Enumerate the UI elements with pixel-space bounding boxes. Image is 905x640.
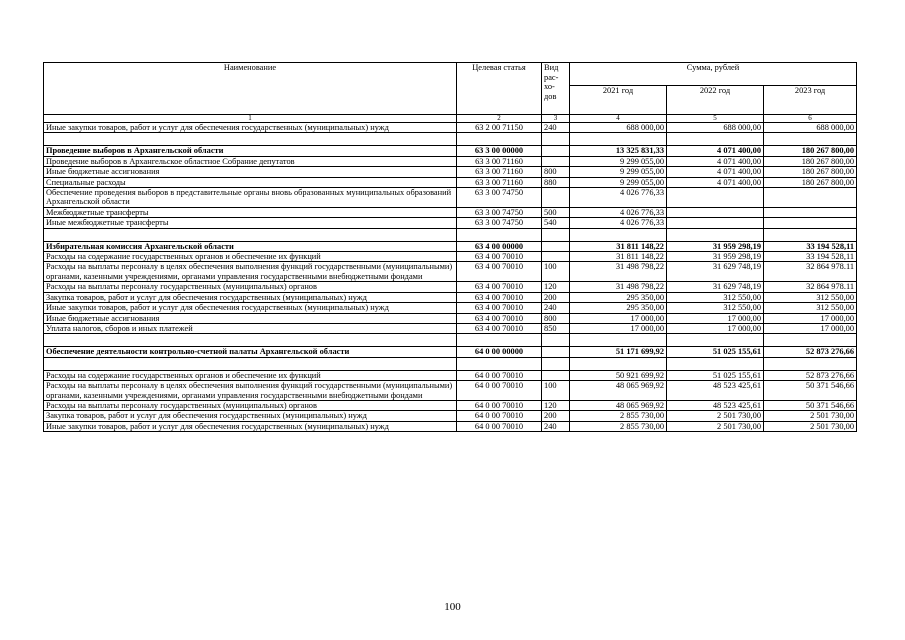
page-number: 100 (444, 601, 461, 613)
row-amount-2022: 688 000,00 (667, 123, 764, 133)
row-name: Иные закупки товаров, работ и услуг для обеспечения государственных (муниципальных) нужд (44, 303, 457, 313)
empty-cell (457, 133, 542, 146)
row-amount-2021: 295 350,00 (570, 292, 667, 302)
row-amount-2023: 32 864 978.11 (764, 282, 857, 292)
table-body (44, 123, 857, 432)
empty-cell (457, 228, 542, 241)
row-amount-2021: 31 811 148,22 (570, 252, 667, 262)
row-amount-2023: 50 371 546,66 (764, 400, 857, 410)
row-target-code: 63 4 00 70010 (457, 303, 542, 313)
empty-cell (764, 133, 857, 146)
row-name: Иные бюджетные ассигнования (44, 313, 457, 323)
row-target-code: 64 0 00 70010 (457, 400, 542, 410)
table-row (44, 292, 857, 302)
table-row (44, 207, 857, 217)
table-row (44, 123, 857, 133)
empty-cell (44, 357, 457, 370)
row-amount-2022 (667, 218, 764, 228)
spacer-row (44, 228, 857, 241)
row-expense-kind: 240 (542, 123, 570, 133)
table-row (44, 411, 857, 421)
table-row (44, 303, 857, 313)
row-expense-kind: 120 (542, 400, 570, 410)
row-amount-2021: 9 299 055,00 (570, 167, 667, 177)
row-name: Закупка товаров, работ и услуг для обеспечения государственных (муниципальных) нужд (44, 411, 457, 421)
row-amount-2022: 17 000,00 (667, 313, 764, 323)
table-row (44, 370, 857, 380)
row-name: Уплата налогов, сборов и иных платежей (44, 323, 457, 333)
row-amount-2023: 32 864 978.11 (764, 262, 857, 282)
row-amount-2023: 33 194 528,11 (764, 252, 857, 262)
row-amount-2022: 48 523 425,61 (667, 381, 764, 401)
row-amount-2023: 52 873 276,66 (764, 347, 857, 357)
row-amount-2022 (667, 207, 764, 217)
row-amount-2021: 50 921 699,92 (570, 370, 667, 380)
header-year-2023: 2023 год (764, 86, 857, 115)
empty-cell (570, 133, 667, 146)
row-name: Обеспечение проведения выборов в представительные органы вновь образованных муниципальных образований Архангельской области (44, 188, 457, 208)
row-amount-2023: 17 000,00 (764, 323, 857, 333)
row-target-code: 63 3 00 74750 (457, 218, 542, 228)
row-expense-kind (542, 241, 570, 251)
row-expense-kind: 540 (542, 218, 570, 228)
row-expense-kind (542, 370, 570, 380)
row-amount-2022: 4 071 400,00 (667, 177, 764, 187)
row-expense-kind: 240 (542, 303, 570, 313)
empty-cell (570, 228, 667, 241)
empty-cell (667, 133, 764, 146)
row-name: Закупка товаров, работ и услуг для обеспечения государственных (муниципальных) нужд (44, 292, 457, 302)
row-amount-2021: 2 855 730,00 (570, 411, 667, 421)
table-row (44, 421, 857, 431)
budget-table (43, 62, 857, 432)
empty-cell (542, 357, 570, 370)
row-amount-2022: 17 000,00 (667, 323, 764, 333)
column-number: 6 (764, 115, 857, 123)
section-row (44, 241, 857, 251)
row-name: Расходы на выплаты персоналу в целях обеспечения выполнения функций государственными (муниципальными) органами, казенными учреждениями, органами управления государственными внебюджетными фондами (44, 381, 457, 401)
row-amount-2021: 31 811 148,22 (570, 241, 667, 251)
row-target-code: 63 3 00 74750 (457, 207, 542, 217)
row-amount-2021: 4 026 776,33 (570, 207, 667, 217)
row-target-code: 64 0 00 70010 (457, 411, 542, 421)
section-row (44, 146, 857, 156)
row-amount-2022: 51 025 155,61 (667, 347, 764, 357)
row-name: Проведение выборов в Архангельское областное Собрание депутатов (44, 156, 457, 166)
empty-cell (667, 228, 764, 241)
row-expense-kind: 200 (542, 292, 570, 302)
row-target-code: 63 4 00 70010 (457, 313, 542, 323)
spacer-row (44, 357, 857, 370)
row-name: Иные межбюджетные трансферты (44, 218, 457, 228)
row-amount-2022 (667, 188, 764, 208)
column-number: 4 (570, 115, 667, 123)
table-row (44, 218, 857, 228)
row-amount-2021: 31 498 798,22 (570, 282, 667, 292)
row-name: Расходы на выплаты персоналу государственных (муниципальных) органов (44, 400, 457, 410)
row-amount-2021: 2 855 730,00 (570, 421, 667, 431)
table-row (44, 400, 857, 410)
header-code: Целевая статья (457, 63, 542, 115)
row-target-code: 63 3 00 71160 (457, 156, 542, 166)
empty-cell (457, 334, 542, 347)
row-amount-2022: 312 550,00 (667, 292, 764, 302)
row-amount-2021: 48 065 969,92 (570, 381, 667, 401)
row-amount-2022: 2 501 730,00 (667, 411, 764, 421)
empty-cell (570, 357, 667, 370)
row-name: Расходы на выплаты персоналу в целях обеспечения выполнения функций государственными (муниципальными) органами, казенными учреждениями, органами управления государственными внебюджетными фондами (44, 262, 457, 282)
row-amount-2023: 180 267 800,00 (764, 177, 857, 187)
row-expense-kind: 100 (542, 381, 570, 401)
row-name: Межбюджетные трансферты (44, 207, 457, 217)
row-amount-2021: 48 065 969,92 (570, 400, 667, 410)
table-header (44, 63, 857, 123)
row-amount-2023: 2 501 730,00 (764, 411, 857, 421)
column-number: 5 (667, 115, 764, 123)
row-target-code: 64 0 00 00000 (457, 347, 542, 357)
row-amount-2022: 48 523 425,61 (667, 400, 764, 410)
table-row (44, 167, 857, 177)
row-amount-2023: 180 267 800,00 (764, 167, 857, 177)
column-number: 2 (457, 115, 542, 123)
row-expense-kind: 100 (542, 262, 570, 282)
row-target-code: 63 4 00 00000 (457, 241, 542, 251)
empty-cell (764, 334, 857, 347)
header-name: Наименование (44, 63, 457, 115)
row-expense-kind (542, 188, 570, 208)
row-amount-2021: 17 000,00 (570, 313, 667, 323)
row-name: Избирательная комиссия Архангельской области (44, 241, 457, 251)
row-amount-2023 (764, 218, 857, 228)
header-sum: Сумма, рублей (570, 63, 857, 86)
row-name: Расходы на выплаты персоналу государственных (муниципальных) органов (44, 282, 457, 292)
empty-cell (667, 357, 764, 370)
table-row (44, 252, 857, 262)
row-amount-2023: 52 873 276,66 (764, 370, 857, 380)
row-amount-2021: 9 299 055,00 (570, 177, 667, 187)
row-amount-2023 (764, 188, 857, 208)
row-target-code: 63 3 00 00000 (457, 146, 542, 156)
row-expense-kind: 500 (542, 207, 570, 217)
row-amount-2023: 180 267 800,00 (764, 156, 857, 166)
row-target-code: 64 0 00 70010 (457, 421, 542, 431)
row-target-code: 63 4 00 70010 (457, 282, 542, 292)
row-name: Проведение выборов в Архангельской области (44, 146, 457, 156)
empty-cell (764, 228, 857, 241)
row-name: Обеспечение деятельности контрольно-счетной палаты Архангельской области (44, 347, 457, 357)
row-amount-2021: 688 000,00 (570, 123, 667, 133)
table-row (44, 313, 857, 323)
section-row (44, 347, 857, 357)
header-year-2022: 2022 год (667, 86, 764, 115)
row-amount-2023: 180 267 800,00 (764, 146, 857, 156)
row-expense-kind: 850 (542, 323, 570, 333)
empty-cell (542, 228, 570, 241)
row-amount-2022: 51 025 155,61 (667, 370, 764, 380)
table-row (44, 282, 857, 292)
row-amount-2023: 50 371 546,66 (764, 381, 857, 401)
empty-cell (44, 334, 457, 347)
row-name: Специальные расходы (44, 177, 457, 187)
row-expense-kind (542, 347, 570, 357)
row-name: Расходы на содержание государственных органов и обеспечение их функций (44, 252, 457, 262)
row-amount-2021: 17 000,00 (570, 323, 667, 333)
empty-cell (764, 357, 857, 370)
row-amount-2022: 2 501 730,00 (667, 421, 764, 431)
row-target-code: 64 0 00 70010 (457, 370, 542, 380)
table-row (44, 381, 857, 401)
row-amount-2021: 295 350,00 (570, 303, 667, 313)
row-target-code: 63 4 00 70010 (457, 262, 542, 282)
row-target-code: 63 3 00 74750 (457, 188, 542, 208)
row-expense-kind: 800 (542, 167, 570, 177)
table-row (44, 262, 857, 282)
row-expense-kind (542, 252, 570, 262)
row-amount-2021: 4 026 776,33 (570, 218, 667, 228)
row-target-code: 63 4 00 70010 (457, 323, 542, 333)
column-number: 3 (542, 115, 570, 123)
column-number: 1 (44, 115, 457, 123)
row-amount-2022: 31 629 748,19 (667, 262, 764, 282)
row-expense-kind: 240 (542, 421, 570, 431)
spacer-row (44, 334, 857, 347)
row-expense-kind: 200 (542, 411, 570, 421)
row-amount-2022: 312 550,00 (667, 303, 764, 313)
row-amount-2021: 13 325 831,33 (570, 146, 667, 156)
column-numbering-row (44, 115, 857, 123)
header-year-2021: 2021 год (570, 86, 667, 115)
row-amount-2023: 312 550,00 (764, 292, 857, 302)
empty-cell (457, 357, 542, 370)
row-amount-2021: 4 026 776,33 (570, 188, 667, 208)
row-expense-kind: 880 (542, 177, 570, 187)
row-expense-kind: 800 (542, 313, 570, 323)
table-row (44, 177, 857, 187)
row-name: Иные закупки товаров, работ и услуг для обеспечения государственных (муниципальных) нужд (44, 421, 457, 431)
empty-cell (542, 334, 570, 347)
row-amount-2022: 4 071 400,00 (667, 146, 764, 156)
row-target-code: 63 2 00 71150 (457, 123, 542, 133)
row-amount-2023: 33 194 528,11 (764, 241, 857, 251)
row-amount-2023 (764, 207, 857, 217)
row-target-code: 64 0 00 70010 (457, 381, 542, 401)
row-amount-2022: 31 959 298,19 (667, 241, 764, 251)
row-target-code: 63 4 00 70010 (457, 252, 542, 262)
row-amount-2021: 9 299 055,00 (570, 156, 667, 166)
row-expense-kind (542, 156, 570, 166)
row-amount-2021: 51 171 699,92 (570, 347, 667, 357)
row-amount-2022: 4 071 400,00 (667, 167, 764, 177)
row-name: Расходы на содержание государственных органов и обеспечение их функций (44, 370, 457, 380)
empty-cell (667, 334, 764, 347)
row-target-code: 63 3 00 71160 (457, 167, 542, 177)
row-amount-2023: 688 000,00 (764, 123, 857, 133)
row-amount-2022: 4 071 400,00 (667, 156, 764, 166)
row-target-code: 63 3 00 71160 (457, 177, 542, 187)
table-row (44, 323, 857, 333)
empty-cell (44, 133, 457, 146)
empty-cell (570, 334, 667, 347)
row-amount-2021: 31 498 798,22 (570, 262, 667, 282)
row-amount-2022: 31 959 298,19 (667, 252, 764, 262)
table-row (44, 156, 857, 166)
empty-cell (542, 133, 570, 146)
header-kind: Вид рас-хо-дов (542, 63, 570, 115)
row-target-code: 63 4 00 70010 (457, 292, 542, 302)
row-name: Иные бюджетные ассигнования (44, 167, 457, 177)
row-expense-kind (542, 146, 570, 156)
row-amount-2023: 2 501 730,00 (764, 421, 857, 431)
spacer-row (44, 133, 857, 146)
table-row (44, 188, 857, 208)
row-amount-2023: 312 550,00 (764, 303, 857, 313)
row-amount-2022: 31 629 748,19 (667, 282, 764, 292)
row-expense-kind: 120 (542, 282, 570, 292)
empty-cell (44, 228, 457, 241)
row-amount-2023: 17 000,00 (764, 313, 857, 323)
row-name: Иные закупки товаров, работ и услуг для обеспечения государственных (муниципальных) нужд (44, 123, 457, 133)
